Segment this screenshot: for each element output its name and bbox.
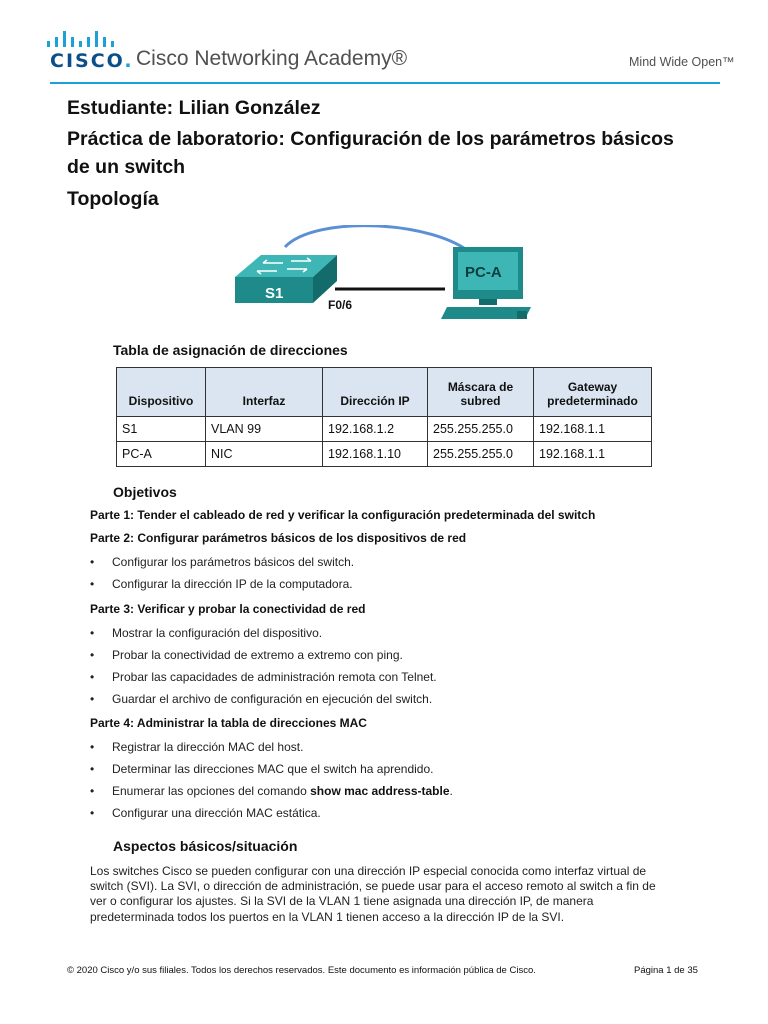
switch-label: S1	[265, 285, 284, 302]
list-item: • Probar las capacidades de administración remota con Telnet.	[90, 670, 437, 684]
background-heading: Aspectos básicos/situación	[113, 838, 298, 854]
cisco-logo-wordmark: CISCO.	[50, 50, 134, 72]
table-cell: 192.168.1.10	[323, 442, 428, 467]
list-item: • Enumerar las opciones del comando show mac address-table.	[90, 784, 453, 798]
table-row	[117, 442, 652, 467]
header-divider	[50, 82, 720, 84]
table-header-row	[117, 368, 652, 417]
table-cell: S1	[117, 417, 206, 442]
table-cell: 192.168.1.2	[323, 417, 428, 442]
footer-copyright: © 2020 Cisco y/o sus filiales. Todos los derechos reservados. Este documento es información pública de Cisco.	[67, 965, 536, 976]
background-paragraph: Los switches Cisco se pueden configurar con una dirección IP especial conocida como interfaz virtual de switch (SVI). La SVI, o dirección de administración, se puede usar para el acceso remoto al switch a fin de ver o configurar los ajustes. Si la SVI de la VLAN 1 tiene asignada una dirección IP, de manera predeterminada todos los puertos en la VLAN 1 tienen acceso a la dirección IP de la SVI.	[90, 864, 656, 924]
table-cell: 255.255.255.0	[428, 417, 534, 442]
list-item: • Mostrar la configuración del dispositivo.	[90, 626, 323, 640]
table-cell: NIC	[206, 442, 323, 467]
list-item: • Registrar la dirección MAC del host.	[90, 740, 304, 754]
objectives-heading: Objetivos	[113, 484, 177, 500]
table-row	[117, 417, 652, 442]
list-item: • Configurar una dirección MAC estática.	[90, 806, 321, 820]
academy-name: Cisco Networking Academy®	[136, 47, 408, 70]
table-cell: 255.255.255.0	[428, 442, 534, 467]
list-item: • Configurar la dirección IP de la computadora.	[90, 577, 353, 591]
page-number: Página 1 de 35	[634, 965, 698, 976]
cisco-logo-bars-icon	[47, 31, 117, 49]
col-header-device: Dispositivo	[117, 368, 206, 417]
command-text: show mac address-table	[310, 784, 450, 798]
list-item: • Determinar las direcciones MAC que el switch ha aprendido.	[90, 762, 434, 776]
table-cell: 192.168.1.1	[534, 442, 652, 467]
col-header-ip: Dirección IP	[323, 368, 428, 417]
topology-diagram	[225, 225, 545, 325]
port-label: F0/6	[328, 298, 353, 312]
part-3-heading: Parte 3: Verificar y probar la conectividad de red	[90, 602, 366, 616]
list-item: • Probar la conectividad de extremo a extremo con ping.	[90, 648, 403, 662]
pc-a-icon	[441, 247, 531, 319]
address-table	[116, 367, 652, 467]
part-1-heading: Parte 1: Tender el cableado de red y verificar la configuración predeterminada del switch	[90, 508, 596, 522]
console-cable	[285, 226, 473, 255]
pc-label: PC-A	[465, 264, 502, 281]
page-title-line2: de un switch	[67, 156, 186, 178]
col-header-mask: Máscara de subred	[428, 368, 534, 417]
topology-heading: Topología	[67, 188, 159, 210]
table-cell: PC-A	[117, 442, 206, 467]
table-cell: 192.168.1.1	[534, 417, 652, 442]
student-name: Estudiante: Lilian González	[67, 97, 321, 119]
list-item: • Configurar los parámetros básicos del switch.	[90, 555, 355, 569]
part-2-heading: Parte 2: Configurar parámetros básicos de los dispositivos de red	[90, 531, 467, 545]
tagline: Mind Wide Open™	[629, 55, 735, 69]
address-table-title: Tabla de asignación de direcciones	[113, 342, 348, 358]
list-item: • Guardar el archivo de configuración en ejecución del switch.	[90, 692, 433, 706]
col-header-interface: Interfaz	[206, 368, 323, 417]
page-title-line1: Práctica de laboratorio: Configuración de los parámetros básicos	[67, 128, 674, 150]
page-header	[0, 0, 768, 88]
col-header-gateway: Gateway predeterminado	[534, 368, 652, 417]
switch-s1-icon	[235, 255, 337, 303]
part-4-heading: Parte 4: Administrar la tabla de direcciones MAC	[90, 716, 367, 730]
table-cell: VLAN 99	[206, 417, 323, 442]
